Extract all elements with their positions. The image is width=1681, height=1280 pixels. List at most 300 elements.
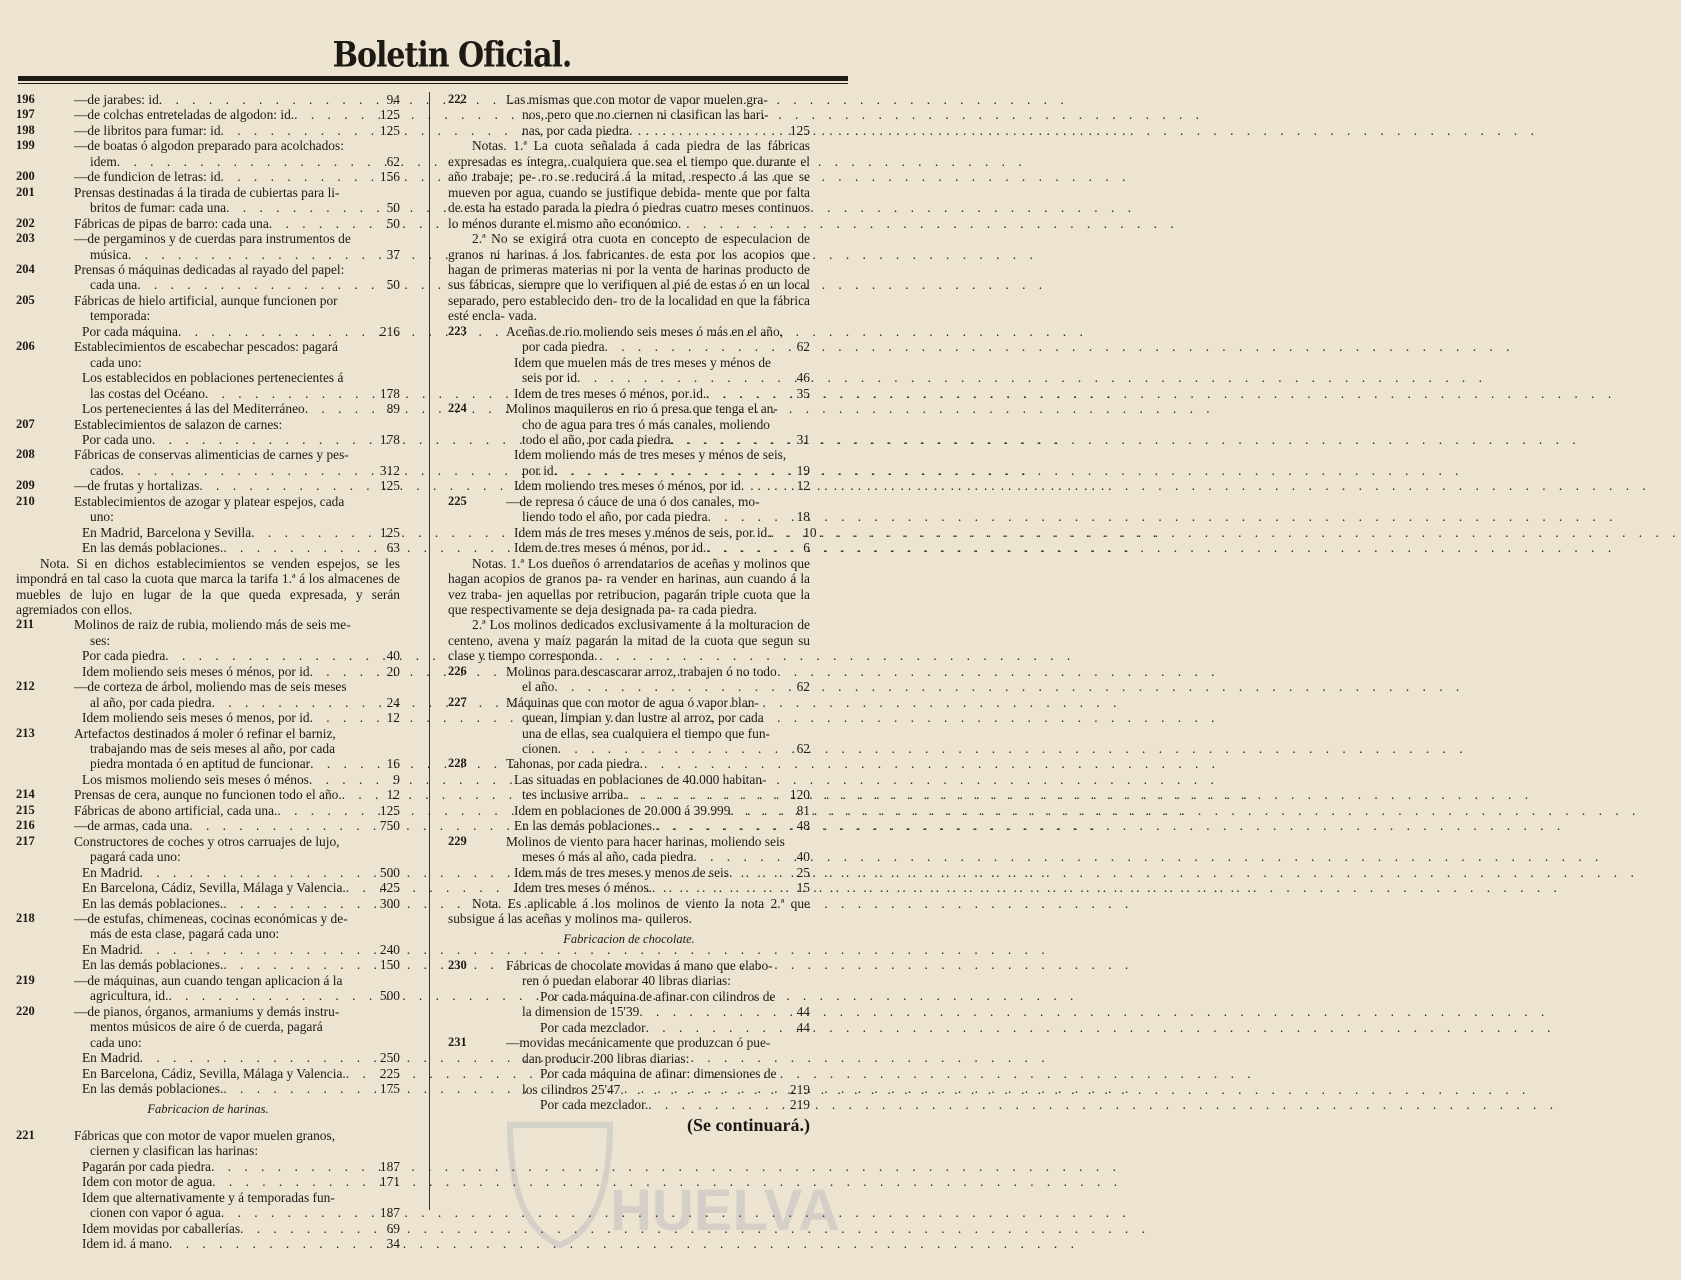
tariff-entry bbox=[16, 293, 400, 339]
entry-line bbox=[506, 339, 810, 354]
entry-text: las costas del Océano bbox=[90, 385, 205, 401]
entry-text: Idem moliendo seis meses ó menos, por id bbox=[82, 710, 310, 726]
dot-leader bbox=[121, 463, 363, 478]
entry-body bbox=[74, 787, 400, 802]
entry-line bbox=[506, 880, 810, 895]
entry-text: Idem tres meses ó ménos. bbox=[514, 880, 652, 896]
dot-leader bbox=[708, 509, 772, 524]
dot-leader bbox=[771, 525, 779, 540]
entry-line bbox=[74, 154, 400, 169]
entry-body bbox=[74, 339, 400, 416]
entry-number: 203 bbox=[16, 231, 35, 246]
entry-body bbox=[506, 756, 810, 833]
entry-value: 40 bbox=[796, 849, 810, 865]
entry-value: 48 bbox=[796, 818, 810, 834]
entry-number: 215 bbox=[16, 802, 35, 817]
entry-text: el año bbox=[522, 679, 555, 695]
entry-text: En las demás poblaciones. bbox=[82, 540, 224, 556]
entry-text: pagará cada uno: bbox=[90, 849, 181, 865]
entry-value: 89 bbox=[386, 401, 400, 417]
dot-leader bbox=[128, 247, 362, 262]
entry-line bbox=[506, 463, 810, 478]
entry-line bbox=[74, 138, 400, 153]
entry-value: 40 bbox=[386, 648, 400, 664]
tariff-entry bbox=[16, 478, 400, 493]
entry-text: idem bbox=[90, 153, 117, 169]
dot-leader bbox=[240, 1221, 362, 1236]
entry-text: todo el año, por cada piedra bbox=[522, 431, 671, 447]
entry-number: 200 bbox=[16, 169, 35, 184]
entry-text: cada uno: bbox=[90, 1034, 142, 1050]
entry-value: 12 bbox=[796, 478, 810, 494]
entry-value: 19 bbox=[796, 462, 810, 478]
dot-leader bbox=[212, 695, 362, 710]
tariff-entry bbox=[16, 803, 400, 818]
entry-body bbox=[74, 107, 400, 122]
entry-line bbox=[74, 926, 400, 941]
dot-leader bbox=[309, 772, 362, 787]
dot-leader bbox=[342, 787, 362, 802]
entry-number: 204 bbox=[16, 261, 35, 276]
entry-text: En las demás poblaciones. bbox=[82, 1081, 224, 1096]
entry-number: 208 bbox=[16, 447, 35, 462]
entry-value: 50 bbox=[386, 200, 400, 216]
entry-line bbox=[506, 540, 810, 555]
entry-number: 196 bbox=[16, 92, 35, 106]
dot-leader bbox=[140, 1050, 362, 1065]
entry-body bbox=[74, 494, 400, 556]
entry-line bbox=[74, 772, 400, 787]
dot-leader bbox=[199, 478, 362, 493]
entry-value: 187 bbox=[379, 1158, 400, 1174]
entry-number: 214 bbox=[16, 787, 35, 802]
entry-text: —de máquinas, aun cuando tengan aplicacion á la bbox=[74, 972, 343, 988]
entry-value: 175 bbox=[379, 1081, 400, 1096]
dot-leader bbox=[140, 942, 362, 957]
entry-line bbox=[74, 1159, 400, 1174]
entry-text: cionen bbox=[522, 741, 558, 757]
entry-text: —de corteza de árbol, moliendo mas de seis meses bbox=[74, 679, 347, 695]
entry-text: una de ellas, sea cualquiera el tiempo que fun- bbox=[522, 725, 770, 741]
entry-line bbox=[506, 417, 810, 432]
entry-text: nos, pero que no ciernen ni clasifican las hari- bbox=[522, 107, 769, 123]
entry-body bbox=[74, 447, 400, 478]
notes-225 bbox=[448, 556, 810, 664]
entry-number: 225 bbox=[448, 493, 467, 508]
entry-line bbox=[74, 432, 400, 447]
entry-text: Molinos maquileros en rio ó presa que tenga el an- bbox=[506, 401, 778, 417]
entry-number: 219 bbox=[16, 972, 35, 987]
entry-line bbox=[74, 509, 400, 524]
tariff-entry bbox=[448, 92, 810, 138]
entry-line bbox=[506, 958, 810, 973]
page-title: Boletin Oficial. bbox=[332, 35, 572, 76]
entry-value: 94 bbox=[386, 92, 400, 107]
entry-value: 250 bbox=[379, 1050, 400, 1066]
entry-line bbox=[506, 726, 810, 741]
entry-body bbox=[506, 1035, 810, 1112]
entry-value: 31 bbox=[796, 431, 810, 447]
entry-text: uno: bbox=[90, 509, 114, 525]
dot-leader bbox=[223, 540, 362, 555]
left-column bbox=[16, 92, 400, 1252]
entry-value: 178 bbox=[379, 431, 400, 447]
entry-text: Máquinas que con motor de agua ó vapor blan- bbox=[506, 694, 759, 710]
entry-body bbox=[74, 216, 400, 231]
entry-line bbox=[506, 1020, 810, 1035]
entry-value: 125 bbox=[379, 478, 400, 494]
entry-line bbox=[506, 478, 810, 493]
entry-text: Prensas de cera, aunque no funcionen todo el año. bbox=[74, 787, 342, 803]
entry-text: Los pertenecientes á las del Mediterráneo bbox=[82, 401, 305, 417]
entry-line bbox=[74, 1050, 400, 1065]
dot-leader bbox=[117, 154, 362, 169]
entries-block-2 bbox=[16, 617, 400, 1096]
entry-value: 20 bbox=[386, 663, 400, 679]
entry-value: 125 bbox=[379, 802, 400, 818]
entry-text: —de estufas, chimeneas, cocinas económicas y de- bbox=[74, 911, 348, 927]
entry-text: la dimension de 15'39 bbox=[522, 1004, 640, 1020]
entry-text: los cilindros 25'47 bbox=[522, 1081, 621, 1097]
dot-leader bbox=[223, 957, 362, 972]
entry-number: 220 bbox=[16, 1003, 35, 1018]
entry-line bbox=[74, 1066, 400, 1081]
entry-number: 198 bbox=[16, 122, 35, 137]
entry-line bbox=[74, 324, 400, 339]
header-rule-thin bbox=[18, 83, 848, 84]
tariff-entry bbox=[448, 958, 810, 1035]
entry-text: Los establecidos en poblaciones pertenecientes á bbox=[82, 370, 344, 386]
entry-line bbox=[74, 216, 400, 231]
entry-line bbox=[74, 664, 400, 679]
entry-text: En Madrid, Barcelona y Sevilla bbox=[82, 524, 252, 540]
entry-line bbox=[74, 200, 400, 215]
dot-leader bbox=[152, 432, 362, 447]
entry-line bbox=[74, 123, 400, 138]
entry-text: —de jarabes: id bbox=[74, 92, 159, 107]
entry-text: Molinos de raiz de rubia, moliendo más de seis me- bbox=[74, 617, 351, 633]
tariff-entry bbox=[448, 834, 810, 896]
entry-line bbox=[506, 1066, 810, 1081]
entry-number: 207 bbox=[16, 416, 35, 431]
entry-body bbox=[74, 478, 400, 493]
entry-text: Por cada máquina de afinar con cilindros de bbox=[540, 988, 776, 1004]
entry-value: 46 bbox=[796, 370, 810, 386]
dot-leader bbox=[554, 679, 772, 694]
entry-line bbox=[506, 432, 810, 447]
entry-line bbox=[506, 803, 810, 818]
entry-text: Fábricas de chocolate movidas á mano que elabo- bbox=[506, 957, 773, 973]
entry-value: 240 bbox=[379, 941, 400, 957]
dot-leader bbox=[251, 525, 362, 540]
entry-line bbox=[74, 1174, 400, 1189]
entry-line bbox=[74, 818, 400, 833]
watermark-text: HUELVA bbox=[610, 1178, 840, 1243]
entry-line bbox=[506, 679, 810, 694]
entry-line bbox=[74, 231, 400, 246]
watermark-emblem bbox=[510, 1125, 610, 1245]
entries-block-3 bbox=[16, 1128, 400, 1252]
dot-leader bbox=[310, 664, 362, 679]
tariff-entry bbox=[16, 818, 400, 833]
entry-text: En Madrid bbox=[82, 941, 140, 957]
entry-text: cho de agua para tres ó más canales, moliendo bbox=[522, 416, 771, 432]
entry-text: En Barcelona, Cádiz, Sevilla, Málaga y Valencia. bbox=[82, 1065, 346, 1081]
dot-leader bbox=[730, 803, 772, 818]
continued-notice: (Se continuará.) bbox=[687, 1115, 810, 1136]
tariff-entry bbox=[16, 447, 400, 478]
dot-leader bbox=[168, 988, 362, 1003]
dot-leader bbox=[639, 1004, 772, 1019]
dot-leader bbox=[310, 756, 362, 771]
entry-text: —de fundicion de letras: id bbox=[74, 169, 221, 185]
entry-body bbox=[74, 138, 400, 169]
entry-number: 222 bbox=[448, 92, 467, 106]
entry-value: 500 bbox=[379, 864, 400, 880]
entry-line bbox=[506, 509, 810, 524]
tariff-entry bbox=[16, 679, 400, 725]
entry-text: Establecimientos de salazon de carnes: bbox=[74, 416, 283, 432]
entry-line bbox=[74, 540, 400, 555]
entry-body bbox=[506, 401, 810, 494]
entry-line bbox=[74, 787, 400, 802]
entry-text: Pagarán por cada piedra bbox=[82, 1158, 212, 1174]
entry-text: —movidas mecánicamente que produzcan ó pue- bbox=[506, 1035, 771, 1051]
entry-body bbox=[74, 169, 400, 184]
entry-value: 219 bbox=[789, 1097, 810, 1112]
entry-line bbox=[506, 494, 810, 509]
dot-leader bbox=[554, 463, 772, 478]
entry-text: Los mismos moliendo seis meses ó ménos bbox=[82, 771, 309, 787]
tariff-entry bbox=[16, 787, 400, 802]
dot-leader bbox=[706, 540, 772, 555]
entry-line bbox=[74, 494, 400, 509]
entry-line bbox=[74, 880, 400, 895]
entry-text: Por cada máquina bbox=[82, 323, 178, 339]
entry-body bbox=[74, 1004, 400, 1097]
entry-value: 50 bbox=[386, 277, 400, 293]
entry-number: 216 bbox=[16, 818, 35, 833]
entry-text: Por cada máquina de afinar: dimensiones de bbox=[540, 1066, 777, 1082]
entry-line bbox=[506, 989, 810, 1004]
entry-line bbox=[74, 1128, 400, 1143]
entry-line bbox=[506, 756, 810, 771]
entry-number: 205 bbox=[16, 292, 35, 307]
entry-text: Idem que muelen más de tres meses y ménos de bbox=[514, 354, 771, 370]
entry-number: 227 bbox=[448, 694, 467, 709]
entry-text: más de esta clase, pagará cada uno: bbox=[90, 926, 280, 942]
entry-line bbox=[74, 756, 400, 771]
entry-value: 18 bbox=[796, 509, 810, 525]
entry-body bbox=[74, 973, 400, 1004]
entry-value: 12 bbox=[386, 787, 400, 803]
entry-number: 197 bbox=[16, 107, 35, 122]
dot-leader bbox=[671, 432, 772, 447]
entry-value: 171 bbox=[379, 1174, 400, 1190]
entry-value: 34 bbox=[386, 1236, 400, 1252]
entry-text: Idem con motor de agua bbox=[82, 1174, 213, 1190]
entry-text: Fábricas de abono artificial, cada una. bbox=[74, 802, 278, 818]
entry-line bbox=[506, 123, 810, 138]
entry-value: 37 bbox=[386, 246, 400, 262]
entry-number: 212 bbox=[16, 679, 35, 694]
entry-line bbox=[506, 818, 810, 833]
entry-line bbox=[506, 695, 810, 710]
entry-line bbox=[74, 896, 400, 911]
dot-leader bbox=[294, 107, 362, 122]
note-229 bbox=[448, 896, 810, 927]
entry-text: Idem más de tres meses y ménos de seis, por id. bbox=[514, 524, 771, 540]
dot-leader bbox=[178, 324, 362, 339]
entry-number: 209 bbox=[16, 478, 35, 493]
entry-line bbox=[506, 1082, 810, 1097]
dot-leader bbox=[346, 880, 362, 895]
entry-body bbox=[74, 417, 400, 448]
entry-number: 228 bbox=[448, 756, 467, 771]
entry-number: 202 bbox=[16, 215, 35, 230]
dot-leader bbox=[646, 1020, 772, 1035]
entry-line bbox=[506, 710, 810, 725]
entry-text: En Madrid bbox=[82, 864, 140, 880]
entry-text: Constructores de coches y otros carruajes de lujo, bbox=[74, 833, 340, 849]
entry-body bbox=[74, 1128, 400, 1252]
dot-leader bbox=[221, 169, 362, 184]
entry-value: 15 bbox=[796, 880, 810, 896]
entry-line bbox=[74, 277, 400, 292]
dot-leader bbox=[221, 123, 362, 138]
section-heading-chocolate: Fabricacion de chocolate. bbox=[563, 932, 695, 947]
dot-leader bbox=[140, 865, 362, 880]
entry-text: trabajando mas de seis meses al año, por cada bbox=[90, 741, 336, 757]
entry-body bbox=[74, 262, 400, 293]
entry-text: Fábricas de pipas de barro: cada una bbox=[74, 215, 269, 231]
entry-value: 156 bbox=[379, 169, 400, 185]
entry-text: Las situadas en poblaciones de 40.000 habitan- bbox=[514, 771, 767, 787]
entries-block-1 bbox=[16, 92, 400, 556]
tariff-entry bbox=[16, 262, 400, 293]
entries-block-4 bbox=[448, 92, 810, 138]
entry-text: piedra montada ó en aptitud de funcionar bbox=[90, 756, 311, 772]
entry-number: 229 bbox=[448, 833, 467, 848]
entry-text: al año, por cada piedra bbox=[90, 694, 212, 710]
entry-value: 150 bbox=[379, 957, 400, 973]
dot-leader bbox=[189, 818, 362, 833]
entry-value: 120 bbox=[789, 787, 810, 803]
entry-value: 25 bbox=[796, 864, 810, 880]
entry-body bbox=[74, 92, 400, 107]
entry-body bbox=[506, 834, 810, 896]
entry-line bbox=[506, 370, 810, 385]
entry-line bbox=[506, 107, 810, 122]
entry-text: temporada: bbox=[90, 308, 151, 324]
tariff-entry bbox=[448, 324, 810, 401]
entry-line bbox=[506, 741, 810, 756]
entry-text: cionen con vapor ó agua bbox=[90, 1205, 221, 1221]
entry-text: Molinos para descascarar arroz, trabajen ó no todo bbox=[506, 663, 777, 679]
note-210 bbox=[16, 556, 400, 618]
tariff-entry bbox=[16, 834, 400, 911]
entry-line bbox=[506, 524, 817, 540]
entry-text: En Madrid bbox=[82, 1050, 140, 1066]
entry-body bbox=[506, 664, 810, 695]
entry-text: En Barcelona, Cádiz, Sevilla, Málaga y Valencia. bbox=[82, 880, 346, 896]
entry-text: Idem movidas por caballerías bbox=[82, 1220, 241, 1236]
dot-leader bbox=[226, 200, 362, 215]
dot-leader bbox=[137, 277, 362, 292]
tariff-entry bbox=[448, 664, 810, 695]
entry-line bbox=[74, 1019, 400, 1034]
entry-line bbox=[74, 386, 400, 401]
tariff-entry bbox=[448, 1035, 810, 1112]
entry-text: Por cada mezclador bbox=[540, 1019, 646, 1035]
entry-value: 219 bbox=[789, 1081, 810, 1097]
entry-text: Por cada mezclador. bbox=[540, 1097, 649, 1112]
entry-text: —de pergaminos y de cuerdas para instrumentos de bbox=[74, 231, 351, 247]
dot-leader bbox=[620, 1082, 772, 1097]
entry-number: 223 bbox=[448, 323, 467, 338]
entry-value: 44 bbox=[796, 1004, 810, 1020]
entry-line bbox=[74, 648, 400, 663]
entry-value: 9 bbox=[393, 771, 400, 787]
notes-222 bbox=[448, 138, 810, 323]
dot-leader bbox=[346, 1066, 362, 1081]
entry-text: Idem id. á mano bbox=[82, 1236, 170, 1252]
tariff-entry bbox=[16, 138, 400, 169]
entry-number: 217 bbox=[16, 833, 35, 848]
entry-value: 425 bbox=[379, 880, 400, 896]
entry-line bbox=[506, 401, 810, 416]
entry-text: agricultura, id. bbox=[90, 988, 169, 1004]
entry-text: Fábricas de hielo artificial, aunque funcionen por bbox=[74, 292, 338, 308]
header-rule-thick bbox=[18, 76, 848, 81]
note-text: 2.ª Los molinos dedicados exclusivamente á la molturacion de centeno, avena y maíz pagarán la mitad de la cuota que segun su clase y tiempo corresponda. bbox=[448, 617, 810, 664]
entry-number: 231 bbox=[448, 1035, 467, 1050]
entry-line bbox=[74, 463, 400, 478]
tariff-entry bbox=[16, 216, 400, 231]
entry-number: 211 bbox=[16, 617, 35, 632]
section-heading-harinas: Fabricacion de harinas. bbox=[147, 1102, 269, 1117]
dot-leader bbox=[693, 849, 772, 864]
entry-value: 500 bbox=[379, 988, 400, 1004]
entry-line bbox=[506, 1004, 810, 1019]
dot-leader bbox=[706, 386, 772, 401]
entry-text: Molinos de viento para hacer harinas, moliendo seis bbox=[506, 833, 785, 849]
entry-value: 62 bbox=[796, 741, 810, 757]
right-column bbox=[448, 92, 817, 1136]
entry-text: Fábricas de conservas alimenticias de carnes y pes- bbox=[74, 447, 349, 463]
entry-line bbox=[506, 849, 810, 864]
entry-value: 216 bbox=[379, 323, 400, 339]
tariff-entry bbox=[16, 1004, 400, 1097]
entry-value: 63 bbox=[386, 540, 400, 556]
entry-text: mentos músicos de aire ó de cuerda, pagará bbox=[90, 1019, 323, 1035]
entry-line bbox=[506, 973, 810, 988]
note-text: Nota. Es aplicable á los molinos de viento la nota 2.ª que subsigue á las aceñas y molinos ma- quileros. bbox=[448, 895, 810, 927]
dot-leader bbox=[605, 339, 772, 354]
dot-leader bbox=[221, 1205, 362, 1220]
tariff-entry bbox=[16, 123, 400, 138]
dot-leader bbox=[558, 741, 772, 756]
entry-text: —de colchas entreteladas de algodon: id. bbox=[74, 107, 295, 123]
tariff-entry bbox=[16, 185, 400, 216]
note-text: Nota. Si en dichos establecimientos se venden espejos, se les impondrá en tal caso la cuota que marca la tarifa 1.ª á los almacenes de muebles de lujo en lugar de la que queda expresada, y serán agremiados con ellos. bbox=[16, 555, 400, 617]
tariff-entry bbox=[448, 695, 810, 757]
entry-value: 50 bbox=[386, 215, 400, 231]
entry-value: 62 bbox=[796, 339, 810, 355]
entry-body bbox=[506, 324, 810, 401]
entry-text: Idem en poblaciones de 20.000 á 39.999 bbox=[514, 802, 731, 818]
dot-leader bbox=[741, 478, 772, 493]
